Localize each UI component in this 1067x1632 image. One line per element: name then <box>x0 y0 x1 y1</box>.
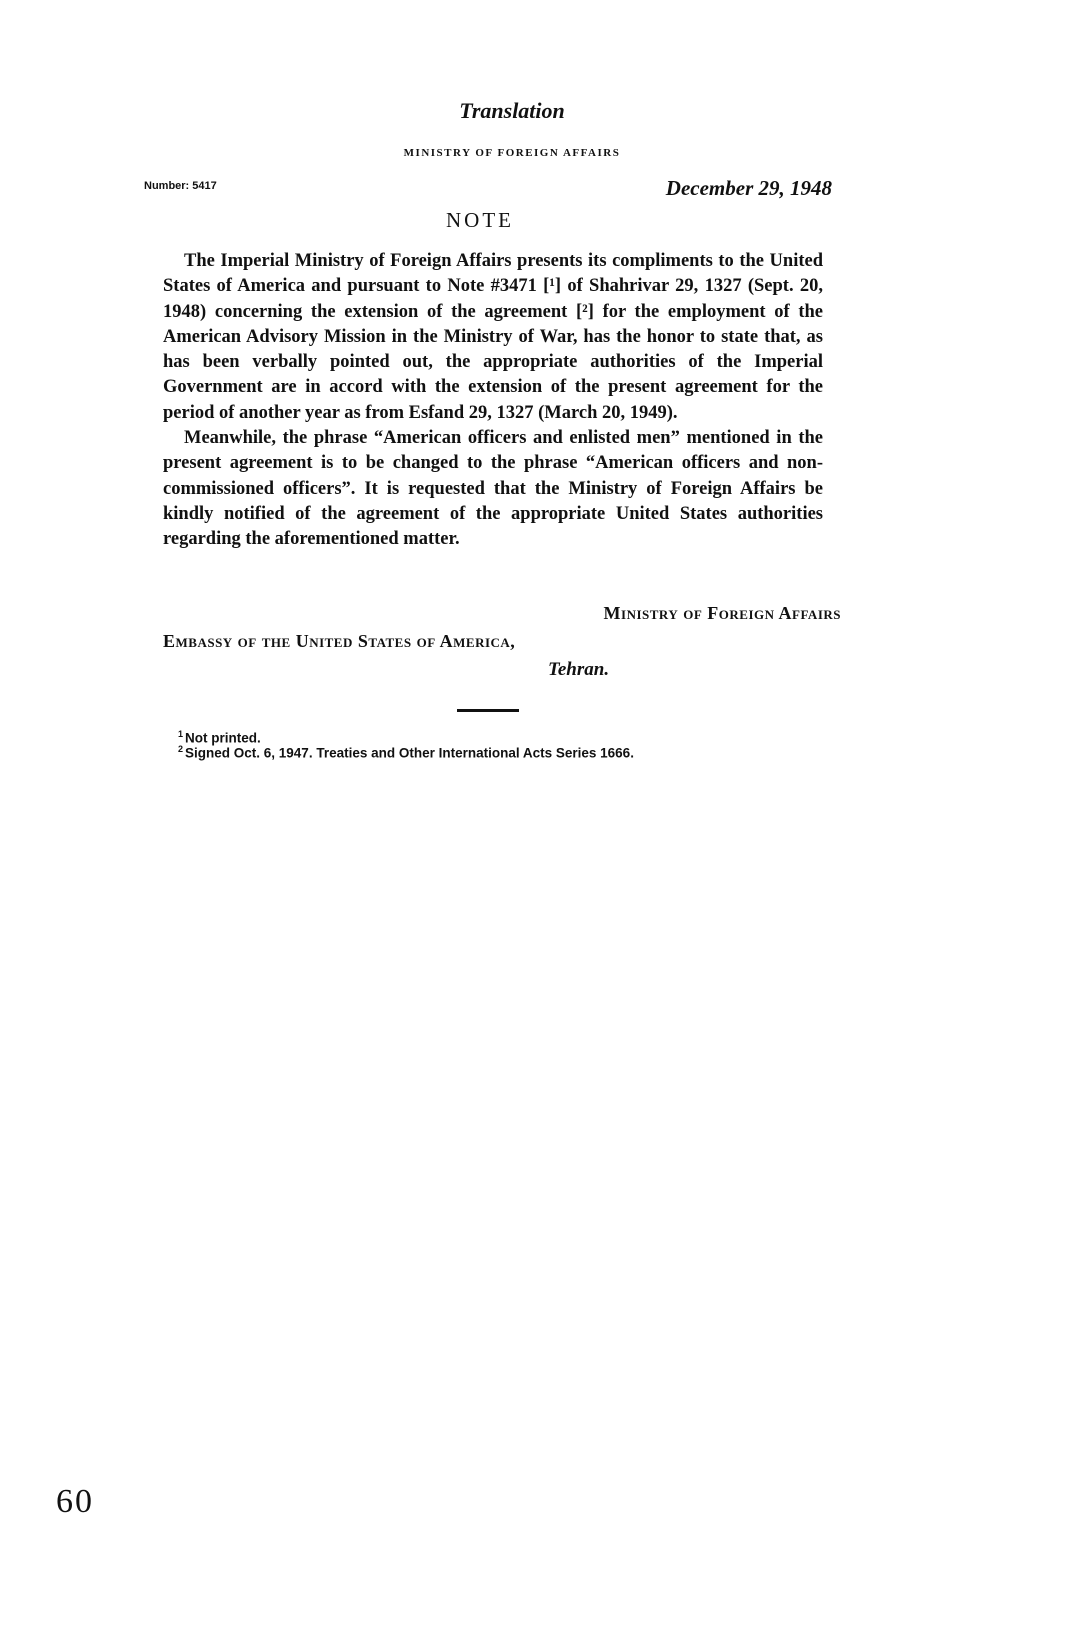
document-title: Translation <box>459 98 565 123</box>
footnote-1-text: Not printed. <box>185 730 261 746</box>
address-city: Tehran. <box>548 659 610 680</box>
note-heading: NOTE <box>446 208 514 232</box>
note-number: Number: 5417 <box>144 180 217 192</box>
signature-ministry: Ministry of Foreign Affairs <box>603 603 841 623</box>
note-body <box>163 249 823 553</box>
footnote-2-mark: 2 <box>178 744 184 754</box>
note-date: December 29, 1948 <box>665 176 832 200</box>
address-embassy: Embassy of the United States of America, <box>163 631 516 651</box>
footnote-2-text: Signed Oct. 6, 1947. Treaties and Other International Acts Series 1666. <box>185 745 634 761</box>
ministry-header: MINISTRY OF FOREIGN AFFAIRS <box>403 147 621 159</box>
footnote-divider <box>457 709 519 712</box>
page-number: 60 <box>56 1483 94 1520</box>
footnote-1-mark: 1 <box>178 729 184 739</box>
footnote-2 <box>178 744 634 761</box>
body-paragraph-1: The Imperial Ministry of Foreign Affairs presents its compliments to the United States of America and pursuant to Note #3471 [¹] of Shahrivar 29, 1327 (Sept. 20, 1948) concerning the extension of the agreement [²] for the employment of the American Advisory Mission in the Ministry of War, has the honor to state that, as has been verbally pointed out, the appropriate authorities of the Imperial Government are in accord with the extension of the present agreement for the period of another year as from Esfand 29, 1327 (March 20, 1949). <box>163 251 823 423</box>
body-paragraph-2: Meanwhile, the phrase “American officers and enlisted men” mentioned in the present agreement is to be changed to the phrase “American officers and non-commissioned officers”. It is requested that the Ministry of Foreign Affairs be kindly notified of the agreement of the appropriate United States authorities regarding the aforementioned matter. <box>163 428 823 550</box>
